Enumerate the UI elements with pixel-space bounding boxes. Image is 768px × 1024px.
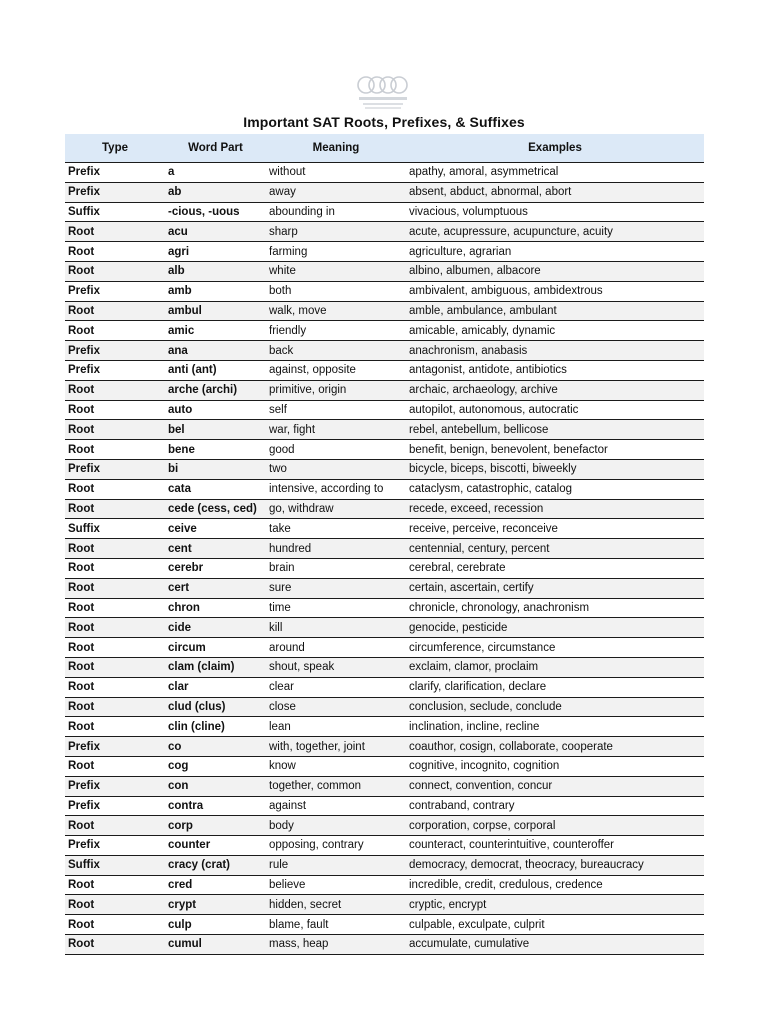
cell-type: Root	[65, 875, 165, 895]
table-row	[65, 539, 704, 559]
cell-examples: clarify, clarification, declare	[406, 677, 704, 697]
cell-word-part: ceive	[165, 519, 266, 539]
cell-examples: democracy, democrat, theocracy, bureaucracy	[406, 855, 704, 875]
cell-word-part: cert	[165, 578, 266, 598]
cell-type: Root	[65, 657, 165, 677]
table-header	[65, 134, 704, 163]
cell-examples: amicable, amicably, dynamic	[406, 321, 704, 341]
table-row	[65, 479, 704, 499]
table-row	[65, 519, 704, 539]
cell-word-part: cracy (crat)	[165, 855, 266, 875]
cell-meaning: self	[266, 400, 406, 420]
cell-type: Root	[65, 321, 165, 341]
cell-type: Prefix	[65, 360, 165, 380]
cell-examples: inclination, incline, recline	[406, 717, 704, 737]
table-row	[65, 182, 704, 202]
table-row	[65, 796, 704, 816]
cell-word-part: -cious, -uous	[165, 202, 266, 222]
cell-examples: albino, albumen, albacore	[406, 261, 704, 281]
table-row	[65, 737, 704, 757]
header-meaning: Meaning	[266, 134, 406, 163]
cell-meaning: against, opposite	[266, 360, 406, 380]
cell-examples: amble, ambulance, ambulant	[406, 301, 704, 321]
cell-word-part: anti (ant)	[165, 360, 266, 380]
cell-examples: cerebral, cerebrate	[406, 558, 704, 578]
cell-type: Root	[65, 400, 165, 420]
cell-type: Root	[65, 261, 165, 281]
cell-examples: archaic, archaeology, archive	[406, 380, 704, 400]
cell-word-part: corp	[165, 816, 266, 836]
table-row	[65, 558, 704, 578]
cell-word-part: co	[165, 737, 266, 757]
cell-word-part: bi	[165, 459, 266, 479]
cell-type: Prefix	[65, 836, 165, 856]
cell-examples: incredible, credit, credulous, credence	[406, 875, 704, 895]
cell-word-part: cide	[165, 618, 266, 638]
cell-meaning: with, together, joint	[266, 737, 406, 757]
cell-examples: benefit, benign, benevolent, benefactor	[406, 440, 704, 460]
cell-word-part: clam (claim)	[165, 657, 266, 677]
cell-type: Prefix	[65, 459, 165, 479]
table-row	[65, 360, 704, 380]
cell-meaning: both	[266, 281, 406, 301]
cell-meaning: back	[266, 341, 406, 361]
cell-type: Root	[65, 598, 165, 618]
cell-meaning: kill	[266, 618, 406, 638]
cell-meaning: without	[266, 163, 406, 183]
cell-meaning: sure	[266, 578, 406, 598]
cell-meaning: believe	[266, 875, 406, 895]
cell-type: Suffix	[65, 519, 165, 539]
cell-word-part: bel	[165, 420, 266, 440]
cell-meaning: time	[266, 598, 406, 618]
cell-type: Suffix	[65, 855, 165, 875]
cell-word-part: contra	[165, 796, 266, 816]
cell-examples: conclusion, seclude, conclude	[406, 697, 704, 717]
cell-type: Root	[65, 717, 165, 737]
cell-type: Root	[65, 440, 165, 460]
table-row	[65, 163, 704, 183]
cell-word-part: arche (archi)	[165, 380, 266, 400]
cell-word-part: cata	[165, 479, 266, 499]
cell-type: Root	[65, 539, 165, 559]
cell-type: Root	[65, 915, 165, 935]
cell-meaning: around	[266, 638, 406, 658]
table-row	[65, 915, 704, 935]
cell-examples: culpable, exculpate, culprit	[406, 915, 704, 935]
table-row	[65, 222, 704, 242]
cell-type: Root	[65, 222, 165, 242]
cell-examples: recede, exceed, recession	[406, 499, 704, 519]
cell-type: Root	[65, 479, 165, 499]
cell-examples: apathy, amoral, asymmetrical	[406, 163, 704, 183]
cell-examples: bicycle, biceps, biscotti, biweekly	[406, 459, 704, 479]
table-row	[65, 776, 704, 796]
cell-meaning: body	[266, 816, 406, 836]
cell-examples: certain, ascertain, certify	[406, 578, 704, 598]
cell-type: Prefix	[65, 776, 165, 796]
table-row	[65, 935, 704, 955]
cell-word-part: alb	[165, 261, 266, 281]
cell-examples: exclaim, clamor, proclaim	[406, 657, 704, 677]
cell-type: Prefix	[65, 341, 165, 361]
table-row	[65, 717, 704, 737]
cell-type: Prefix	[65, 281, 165, 301]
cell-type: Root	[65, 380, 165, 400]
cell-word-part: agri	[165, 242, 266, 262]
cell-examples: vivacious, volumptuous	[406, 202, 704, 222]
cell-word-part: a	[165, 163, 266, 183]
cell-word-part: cerebr	[165, 558, 266, 578]
header-row	[65, 134, 704, 163]
cell-meaning: rule	[266, 855, 406, 875]
header-word-part: Word Part	[165, 134, 266, 163]
cell-meaning: away	[266, 182, 406, 202]
cell-word-part: cog	[165, 756, 266, 776]
table-row	[65, 261, 704, 281]
cell-meaning: know	[266, 756, 406, 776]
table-row	[65, 677, 704, 697]
cell-examples: genocide, pesticide	[406, 618, 704, 638]
cell-examples: acute, acupressure, acupuncture, acuity	[406, 222, 704, 242]
cell-word-part: clud (clus)	[165, 697, 266, 717]
roots-table	[65, 134, 704, 955]
cell-meaning: friendly	[266, 321, 406, 341]
cell-meaning: blame, fault	[266, 915, 406, 935]
table-body	[65, 163, 704, 955]
cell-meaning: together, common	[266, 776, 406, 796]
cell-word-part: crypt	[165, 895, 266, 915]
cell-meaning: brain	[266, 558, 406, 578]
cell-word-part: cred	[165, 875, 266, 895]
cell-examples: accumulate, cumulative	[406, 935, 704, 955]
cell-meaning: two	[266, 459, 406, 479]
cell-examples: rebel, antebellum, bellicose	[406, 420, 704, 440]
cell-word-part: amic	[165, 321, 266, 341]
table-row	[65, 598, 704, 618]
cell-type: Root	[65, 420, 165, 440]
cell-type: Root	[65, 638, 165, 658]
header-examples: Examples	[406, 134, 704, 163]
cell-meaning: go, withdraw	[266, 499, 406, 519]
cell-word-part: cent	[165, 539, 266, 559]
cell-meaning: close	[266, 697, 406, 717]
table-row	[65, 836, 704, 856]
cell-examples: antagonist, antidote, antibiotics	[406, 360, 704, 380]
cell-meaning: war, fight	[266, 420, 406, 440]
cell-word-part: amb	[165, 281, 266, 301]
cell-meaning: opposing, contrary	[266, 836, 406, 856]
cell-examples: cataclysm, catastrophic, catalog	[406, 479, 704, 499]
cell-examples: agriculture, agrarian	[406, 242, 704, 262]
cell-type: Prefix	[65, 737, 165, 757]
cell-meaning: abounding in	[266, 202, 406, 222]
cell-examples: cognitive, incognito, cognition	[406, 756, 704, 776]
cell-word-part: auto	[165, 400, 266, 420]
cell-meaning: good	[266, 440, 406, 460]
cell-meaning: walk, move	[266, 301, 406, 321]
cell-type: Root	[65, 558, 165, 578]
cell-examples: receive, perceive, reconceive	[406, 519, 704, 539]
table-row	[65, 321, 704, 341]
cell-examples: absent, abduct, abnormal, abort	[406, 182, 704, 202]
cell-type: Prefix	[65, 796, 165, 816]
table-row	[65, 499, 704, 519]
cell-type: Prefix	[65, 163, 165, 183]
table-row	[65, 440, 704, 460]
table-row	[65, 855, 704, 875]
cell-type: Root	[65, 677, 165, 697]
cell-word-part: bene	[165, 440, 266, 460]
cell-type: Root	[65, 935, 165, 955]
cell-meaning: hidden, secret	[266, 895, 406, 915]
table-row	[65, 459, 704, 479]
cell-word-part: chron	[165, 598, 266, 618]
cell-examples: contraband, contrary	[406, 796, 704, 816]
cell-meaning: primitive, origin	[266, 380, 406, 400]
cell-type: Suffix	[65, 202, 165, 222]
cell-examples: coauthor, cosign, collaborate, cooperate	[406, 737, 704, 757]
cell-examples: cryptic, encrypt	[406, 895, 704, 915]
cell-type: Root	[65, 301, 165, 321]
table-row	[65, 618, 704, 638]
cell-meaning: intensive, according to	[266, 479, 406, 499]
cell-examples: circumference, circumstance	[406, 638, 704, 658]
cell-type: Root	[65, 578, 165, 598]
cell-word-part: cede (cess, ced)	[165, 499, 266, 519]
table-row	[65, 281, 704, 301]
table-row	[65, 756, 704, 776]
table-row	[65, 875, 704, 895]
cell-type: Root	[65, 756, 165, 776]
cell-meaning: against	[266, 796, 406, 816]
cell-word-part: ambul	[165, 301, 266, 321]
cell-meaning: mass, heap	[266, 935, 406, 955]
table-row	[65, 697, 704, 717]
cell-meaning: white	[266, 261, 406, 281]
table-row	[65, 895, 704, 915]
cell-type: Root	[65, 618, 165, 638]
cell-examples: autopilot, autonomous, autocratic	[406, 400, 704, 420]
cell-examples: connect, convention, concur	[406, 776, 704, 796]
table-row	[65, 242, 704, 262]
page-title: Important SAT Roots, Prefixes, & Suffixes	[243, 114, 525, 130]
cell-meaning: hundred	[266, 539, 406, 559]
table-row	[65, 657, 704, 677]
cell-examples: counteract, counterintuitive, counteroffer	[406, 836, 704, 856]
cell-word-part: clar	[165, 677, 266, 697]
table-row	[65, 400, 704, 420]
cell-word-part: ab	[165, 182, 266, 202]
cell-meaning: take	[266, 519, 406, 539]
cell-word-part: circum	[165, 638, 266, 658]
cell-type: Root	[65, 697, 165, 717]
cell-word-part: culp	[165, 915, 266, 935]
cell-examples: anachronism, anabasis	[406, 341, 704, 361]
cell-word-part: acu	[165, 222, 266, 242]
cell-examples: centennial, century, percent	[406, 539, 704, 559]
cell-examples: corporation, corpse, corporal	[406, 816, 704, 836]
cell-type: Root	[65, 895, 165, 915]
table-row	[65, 341, 704, 361]
cell-meaning: farming	[266, 242, 406, 262]
table-row	[65, 638, 704, 658]
cell-word-part: con	[165, 776, 266, 796]
header-type: Type	[65, 134, 165, 163]
cell-meaning: sharp	[266, 222, 406, 242]
cell-type: Root	[65, 816, 165, 836]
cell-word-part: cumul	[165, 935, 266, 955]
cell-word-part: ana	[165, 341, 266, 361]
table-row	[65, 202, 704, 222]
table-row	[65, 380, 704, 400]
cell-type: Prefix	[65, 182, 165, 202]
cell-examples: ambivalent, ambiguous, ambidextrous	[406, 281, 704, 301]
cell-examples: chronicle, chronology, anachronism	[406, 598, 704, 618]
cell-meaning: lean	[266, 717, 406, 737]
cell-meaning: shout, speak	[266, 657, 406, 677]
cell-meaning: clear	[266, 677, 406, 697]
table-row	[65, 420, 704, 440]
table-row	[65, 816, 704, 836]
table-row	[65, 578, 704, 598]
cell-word-part: counter	[165, 836, 266, 856]
cell-type: Root	[65, 499, 165, 519]
institution-logo-icon	[355, 74, 411, 112]
cell-type: Root	[65, 242, 165, 262]
cell-word-part: clin (cline)	[165, 717, 266, 737]
table-row	[65, 301, 704, 321]
